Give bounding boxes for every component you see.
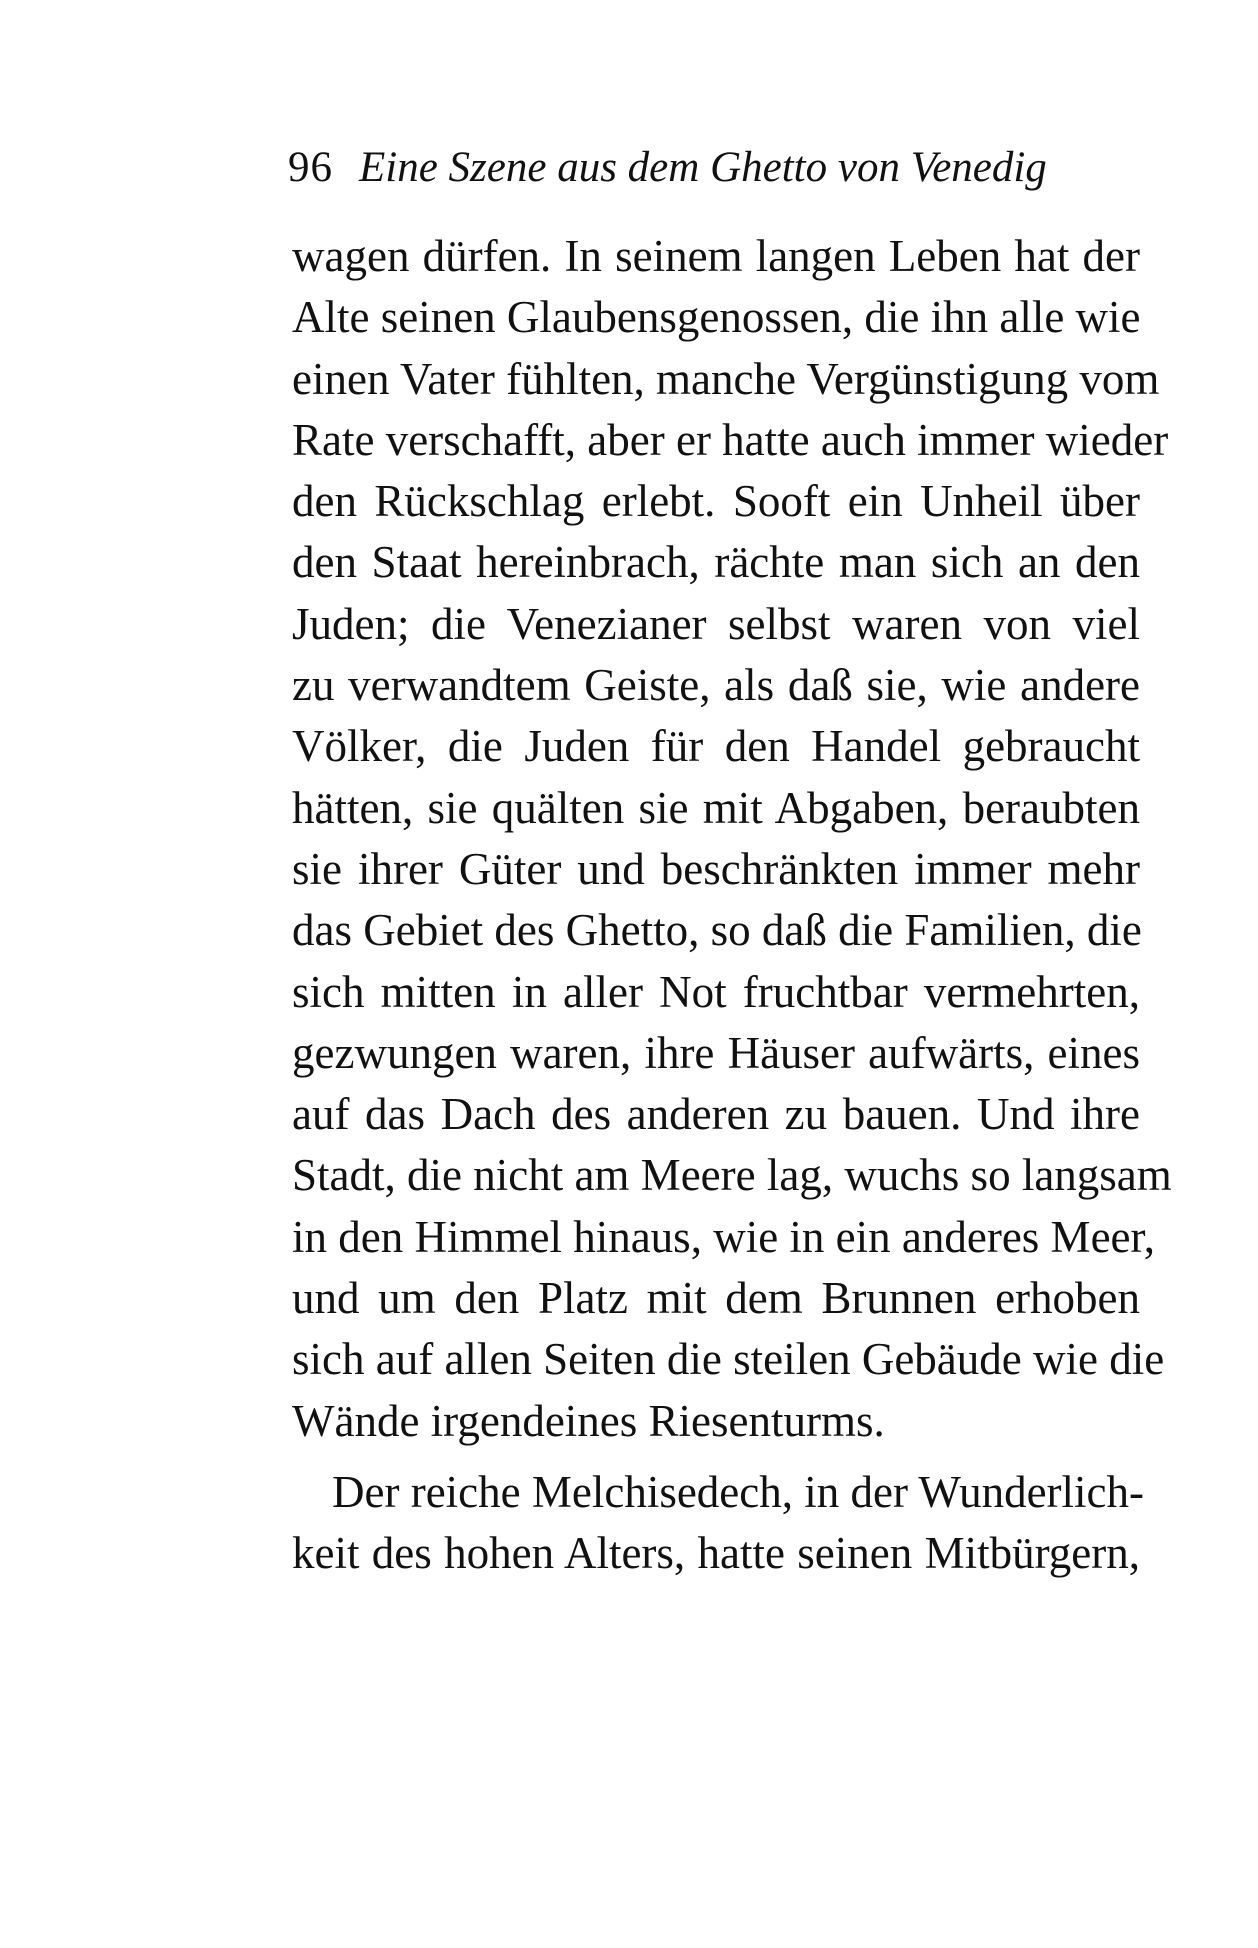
text-line: das Gebiet des Ghetto, so daß die Familien, die <box>292 905 1142 956</box>
running-header <box>288 142 1047 194</box>
text-line: einen Vater fühlten, manche Vergünstigung vom <box>292 353 1160 404</box>
paragraph-gap <box>292 1452 1140 1462</box>
text-line: zu verwandtem Geiste, als daß sie, wie andere <box>292 660 1140 711</box>
text-line: Alte seinen Glaubensgenossen, die ihn alle wie <box>292 292 1141 343</box>
text-line: Völker, die Juden für den Handel gebraucht <box>292 721 1140 772</box>
text-line: Der reiche Melchisedech, in der Wunderlich- <box>332 1466 1144 1517</box>
text-line: den Rückschlag erlebt. Sooft ein Unheil über <box>292 476 1140 527</box>
text-line: sie ihrer Güter und beschränkten immer mehr <box>292 843 1140 894</box>
text-line: gezwungen waren, ihre Häuser aufwärts, eines <box>292 1027 1140 1078</box>
text-line: Stadt, die nicht am Meere lag, wuchs so langsam <box>292 1150 1172 1201</box>
text-line: und um den Platz mit dem Brunnen erhoben <box>292 1273 1140 1324</box>
text-line: sich mitten in aller Not fruchtbar vermehrten, <box>292 966 1140 1017</box>
page-number: 96 <box>288 144 333 191</box>
text-line: wagen dürfen. In seinem langen Leben hat der <box>292 231 1140 281</box>
text-line: keit des hohen Alters, hatte seinen Mitbürgern, <box>292 1528 1140 1579</box>
text-line: Juden; die Venezianer selbst waren von viel <box>292 598 1140 649</box>
paragraph <box>292 226 1172 1452</box>
text-line: den Staat hereinbrach, rächte man sich an den <box>292 537 1140 588</box>
text-line: sich auf allen Seiten die steilen Gebäude wie die <box>292 1334 1165 1385</box>
text-line: in den Himmel hinaus, wie in ein anderes Meer, <box>292 1211 1155 1262</box>
text-line: Rate verschafft, aber er hatte auch immer wieder <box>292 414 1169 465</box>
running-title: Eine Szene aus dem Ghetto von Venedig <box>359 144 1047 191</box>
text-line: Wände irgendeines Riesenturms. <box>292 1395 885 1446</box>
text-line: auf das Dach des anderen zu bauen. Und ihre <box>292 1089 1140 1140</box>
body-text <box>292 226 1172 1585</box>
text-line: hätten, sie quälten sie mit Abgaben, beraubten <box>292 782 1140 833</box>
paragraph <box>292 1462 1144 1585</box>
